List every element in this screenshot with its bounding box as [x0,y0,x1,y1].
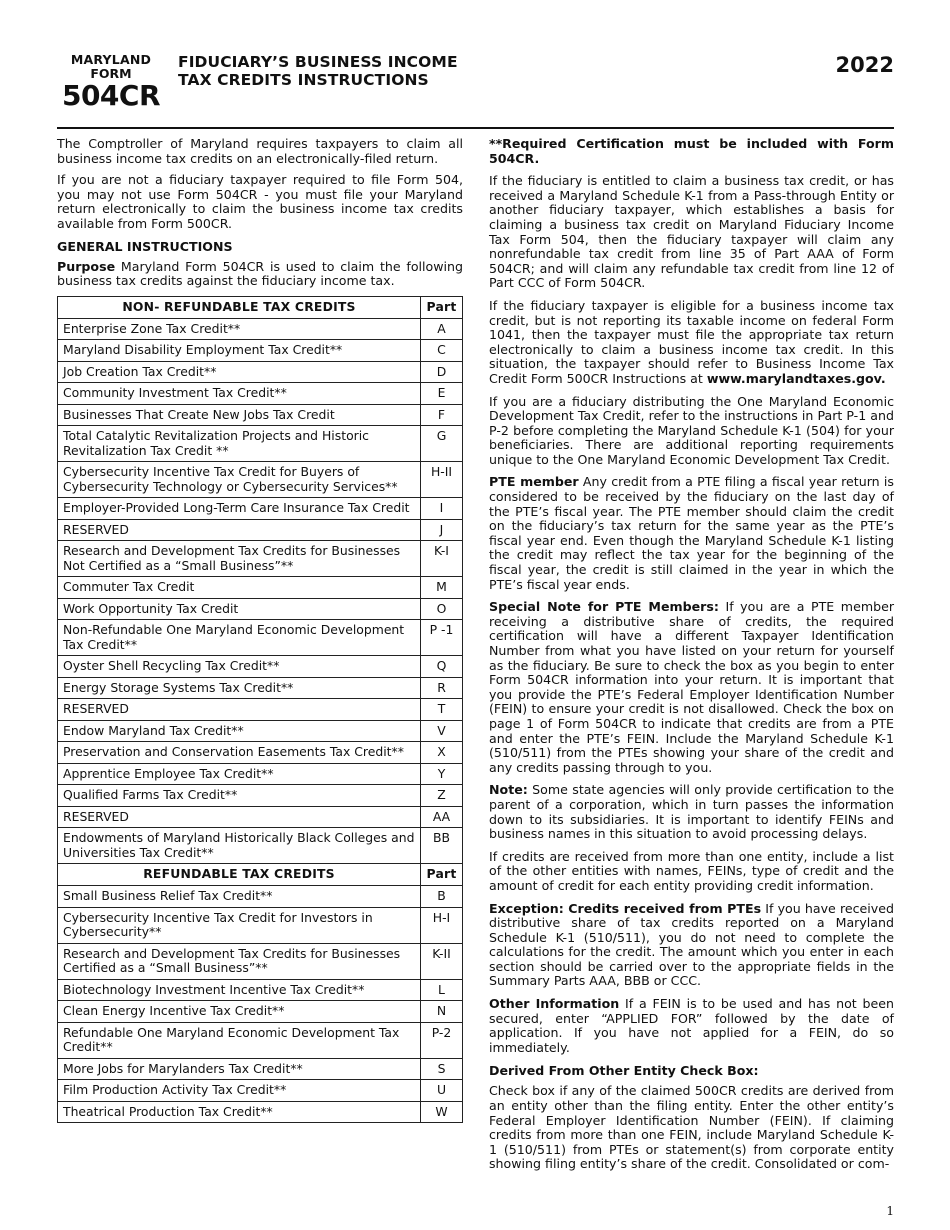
table-row [58,943,463,979]
pte-member-text: Any credit from a PTE filing a fiscal year return is considered to be received by the fiduciary on the last day of the PTE’s fiscal year. The PTE member should claim the credit on the fiduciary’s tax return for the same year as the PTE’s fiscal year end. Even though the Maryland Schedule K-1 listing the credit may reflect the tax year for the beginning of the fiscal year, the credit is still claimed in the year in which the PTE’s fiscal year ends. [489,474,894,592]
table-row [58,462,463,498]
paragraph-multiple-entities: If credits are received from more than one entity, include a list of the other entities with names, FEINs, type of credit and the amount of credit for each entity providing credit information. [489,848,894,893]
credit-part: S [421,1058,463,1080]
left-column [57,137,463,1123]
marylandtaxes-link[interactable]: www.marylandtaxes.gov. [706,370,886,386]
credit-part: R [421,677,463,699]
special-note-text: If you are a PTE member receiving a distributive share of credits, the required certification will have a different Taxpayer Identification Number from what you have listed on your return for yourself as the fiduciary. Be sure to check the box as you begin to enter Form 504CR information into your return. It is important that you provide the PTE’s Federal Employer Identification Number (FEIN) to ensure your credit is not disallowed. Check the box on page 1 of Form 504CR to indicate that credits are from a PTE and enter the PTE’s FEIN. Include the Maryland Schedule K-1 (510/511) from the PTEs showing your share of the credit and any credits passing through to you. [489,599,895,775]
credit-part: W [421,1101,463,1123]
credit-part: P-2 [421,1022,463,1058]
table-row [58,979,463,1001]
credits-table [57,296,463,1124]
credit-name: Cybersecurity Incentive Tax Credit for Investors in Cybersecurity** [58,907,421,943]
table-row [58,720,463,742]
paragraph-one-maryland: If you are a fiduciary distributing the One Maryland Economic Development Tax Credit, refer to the instructions in Part P-1 and P-2 before completing the Maryland Schedule K-1 (504) for your beneficiaries. There are additional reporting requirements unique to the One Maryland Economic Development Tax Credit. [489,393,894,467]
paragraph-pte-member [489,475,894,592]
page-number: 1 [886,1204,894,1218]
paragraph-derived: Check box if any of the claimed 500CR credits are derived from an entity other than the filing entity. Enter the other entity’s Federal Employer Identification Number (FEIN). If claiming credits from more than one FEIN, include Maryland Schedule K-1 (510/511) from PTEs or statement(s) from corporate entity showing filing entity’s share of the credit. Consolidated or com- [489,1083,894,1172]
title-line-1: FIDUCIARY’S BUSINESS INCOME [178,53,458,71]
state-label: MARYLAND [70,52,152,67]
credit-name: Endow Maryland Tax Credit** [58,720,421,742]
credit-name: Oyster Shell Recycling Tax Credit** [58,656,421,678]
credit-part: H-I [421,907,463,943]
table-row [58,907,463,943]
form-identifier [58,52,164,112]
certification-note [489,137,894,166]
form-number: 504CR [61,79,161,112]
table-row [58,1022,463,1058]
paragraph-other-information [489,997,894,1055]
credit-name: Film Production Activity Tax Credit** [58,1080,421,1102]
table-row [58,656,463,678]
table-row [58,1001,463,1023]
title-line-2: TAX CREDITS INSTRUCTIONS [178,71,429,89]
credit-part: O [421,598,463,620]
derived-heading: Derived From Other Entity Check Box: [489,1063,759,1079]
credit-name: Theatrical Production Tax Credit** [58,1101,421,1123]
credit-part: T [421,699,463,721]
paragraph-exception [489,902,894,990]
part-header: Part [421,296,463,318]
nonrefundable-header-row [58,296,463,318]
credit-part: M [421,577,463,599]
table-row [58,886,463,908]
table-row [58,785,463,807]
credit-name: Job Creation Tax Credit** [58,361,421,383]
credit-name: RESERVED [58,519,421,541]
table-row [58,1058,463,1080]
credit-name: Non-Refundable One Maryland Economic Development Tax Credit** [58,620,421,656]
table-row [58,541,463,577]
credit-name: Cybersecurity Incentive Tax Credit for Buyers of Cybersecurity Technology or Cybersecurity Services** [58,462,421,498]
credit-part: AA [421,806,463,828]
table-row [58,763,463,785]
table-row [58,498,463,520]
document-title [178,53,458,89]
credit-part: X [421,742,463,764]
certification-note-text: **Required Certification must be included with Form 504CR. [489,136,894,166]
credit-part: A [421,318,463,340]
credit-part: J [421,519,463,541]
credit-part: G [421,426,463,462]
table-row [58,404,463,426]
credit-name: Refundable One Maryland Economic Development Tax Credit** [58,1022,421,1058]
credit-part: N [421,1001,463,1023]
credit-name: Energy Storage Systems Tax Credit** [58,677,421,699]
credit-name: Apprentice Employee Tax Credit** [58,763,421,785]
credit-name: Qualified Farms Tax Credit** [58,785,421,807]
other-information-label: Other Information [489,996,620,1012]
paragraph-form-1041-text: If the fiduciary taxpayer is eligible for a business income tax credit, but is not reporting its taxable income on federal Form 1041, then the taxpayer must file the appropriate tax return electronically to claim a business income tax credit. In this situation, the taxpayer should refer to Business Income Tax Credit Form 500CR Instructions at [489,297,894,386]
credit-name: Clean Energy Incentive Tax Credit** [58,1001,421,1023]
credit-part: V [421,720,463,742]
credit-part: H-II [421,462,463,498]
nonrefundable-header: NON- REFUNDABLE TAX CREDITS [58,296,421,318]
table-row [58,383,463,405]
paragraph-k1: If the fiduciary is entitled to claim a business tax credit, or has received a Maryland Schedule K-1 from a Pass-through Entity or another fiduciary taxpayer, which establishes a basis for claiming a business tax credit on Maryland Fiduciary Income Tax Form 504, then the fiduciary taxpayer will claim any nonrefundable tax credit from line 35 of Part AAA of Form 504CR; and will claim any refundable tax credit from line 12 of Part CCC of Form 504CR. [489,173,894,291]
credit-part: BB [421,828,463,864]
paragraph-form-1041 [489,299,894,387]
credit-part: P -1 [421,620,463,656]
credit-name: Community Investment Tax Credit** [58,383,421,405]
table-row [58,340,463,362]
credit-name: Employer-Provided Long-Term Care Insurance Tax Credit [58,498,421,520]
intro-paragraph-1: The Comptroller of Maryland requires taxpayers to claim all business income tax credits on an electronically-filed return. [57,136,463,166]
purpose-text: Maryland Form 504CR is used to claim the following business tax credits against the fiduciary income tax. [57,258,463,289]
table-row [58,742,463,764]
table-row [58,598,463,620]
credit-name: RESERVED [58,806,421,828]
general-instructions-heading: GENERAL INSTRUCTIONS [57,238,233,254]
refundable-header-row [58,864,463,886]
table-row [58,361,463,383]
credit-part: I [421,498,463,520]
refundable-header: REFUNDABLE TAX CREDITS [58,864,421,886]
purpose-paragraph [57,260,463,289]
credit-part: L [421,979,463,1001]
credit-name: Enterprise Zone Tax Credit** [58,318,421,340]
credit-part: Y [421,763,463,785]
credit-part: B [421,886,463,908]
purpose-label: Purpose [57,258,116,274]
intro-paragraph-2: If you are not a fiduciary taxpayer required to file Form 504, you may not use Form 504CR - you must file your Maryland return electronically to claim the business income tax credits available from Form 500CR. [57,172,463,231]
credit-name: Maryland Disability Employment Tax Credit** [58,340,421,362]
note-label: Note: [489,782,528,798]
credit-part: K-II [421,943,463,979]
note-text: Some state agencies will only provide certification to the parent of a corporation, which in turn passes the information down to its subsidiaries. It is important to identify FEINs and business names in this situation to avoid processing delays. [489,782,894,842]
credit-part: Q [421,656,463,678]
paragraph-note [489,783,894,841]
credit-name: Biotechnology Investment Incentive Tax Credit** [58,979,421,1001]
other-information-text: If a FEIN is to be used and has not been secured, enter “APPLIED FOR” followed by the date of application. If you have not applied for a FEIN, do so immediately. [489,996,894,1055]
table-row [58,620,463,656]
credit-name: Preservation and Conservation Easements Tax Credit** [58,742,421,764]
credit-part: C [421,340,463,362]
exception-label: Exception: Credits received from PTEs [489,900,762,916]
table-row [58,828,463,864]
credit-name: More Jobs for Marylanders Tax Credit** [58,1058,421,1080]
part-header: Part [421,864,463,886]
credit-part: F [421,404,463,426]
pte-member-label: PTE member [489,474,579,490]
credit-name: Businesses That Create New Jobs Tax Credit [58,404,421,426]
table-row [58,519,463,541]
table-row [58,806,463,828]
credit-part: D [421,361,463,383]
header-divider [57,127,894,129]
paragraph-special-note [489,600,894,775]
credit-name: Total Catalytic Revitalization Projects and Historic Revitalization Tax Credit ** [58,426,421,462]
table-row [58,318,463,340]
table-row [58,677,463,699]
credit-name: Endowments of Maryland Historically Black Colleges and Universities Tax Credit** [58,828,421,864]
credit-name: Research and Development Tax Credits for Businesses Certified as a “Small Business”** [58,943,421,979]
credit-name: Small Business Relief Tax Credit** [58,886,421,908]
credit-part: U [421,1080,463,1102]
credit-part: K-I [421,541,463,577]
special-note-label: Special Note for PTE Members: [489,599,719,615]
table-row [58,1101,463,1123]
credit-name: Commuter Tax Credit [58,577,421,599]
credit-name: Work Opportunity Tax Credit [58,598,421,620]
tax-year: 2022 [835,53,894,77]
table-row [58,1080,463,1102]
right-column [489,137,894,1180]
form-word: FORM [90,66,132,81]
table-row [58,699,463,721]
credit-name: Research and Development Tax Credits for Businesses Not Certified as a “Small Business”** [58,541,421,577]
credit-name: RESERVED [58,699,421,721]
table-row [58,426,463,462]
table-row [58,577,463,599]
exception-text: If you have received distributive share of tax credits reported on a Maryland Schedule K-1 (510/511), you do not need to complete the calculations for the credit. The amount which you enter in each section should be carried over to the appropriate fields in the Summary Parts AAA, BBB or CCC. [489,900,894,989]
credit-part: E [421,383,463,405]
credit-part: Z [421,785,463,807]
